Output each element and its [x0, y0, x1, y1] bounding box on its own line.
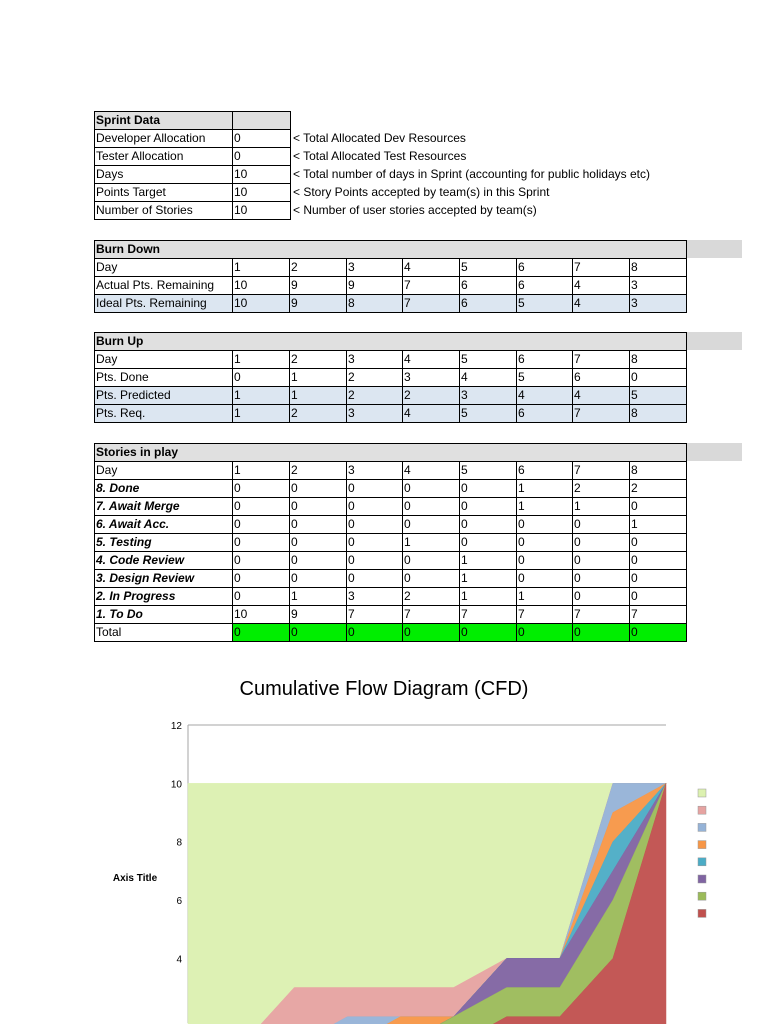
burnup-done-row-cell: 0	[233, 369, 290, 387]
burndown-actual-row-cell: 3	[630, 277, 687, 295]
burndown-actual-row-cell: 4	[573, 277, 630, 295]
stories-state-row-cell: 0	[630, 534, 687, 552]
stories-state-row-cell: 0	[403, 570, 460, 588]
stories-state-row-cell: 0	[347, 552, 403, 570]
burnup-day-row-cell: 2	[290, 351, 347, 369]
burnup-predicted-row-cell: 4	[573, 387, 630, 405]
burndown-day-row-cell: 6	[517, 259, 573, 277]
legend-swatch	[698, 789, 706, 797]
stories-state-row-cell: 0	[290, 552, 347, 570]
burnup-req-row-cell: 6	[517, 405, 573, 423]
burnup-day-row-cell: 4	[403, 351, 460, 369]
stories-state-row-cell: 1	[517, 480, 573, 498]
y-axis-title: Axis Title	[112, 873, 158, 884]
burndown-actual-row-cell: 10	[233, 277, 290, 295]
burndown-ideal-row-cell: 10	[233, 295, 290, 313]
sprint-row-value: 10	[233, 184, 291, 202]
stories-state-row-cell: 2	[403, 588, 460, 606]
burnup-req-row-cell: 4	[403, 405, 460, 423]
stories-title: Stories in play	[95, 444, 687, 462]
stories-state-row-cell: 1	[573, 498, 630, 516]
stories-state-row-cell: 0	[233, 498, 290, 516]
burnup-predicted-row-cell: 2	[403, 387, 460, 405]
stories-state-row-cell: 2	[573, 480, 630, 498]
stories-state-row-label: 6. Await Acc.	[95, 516, 233, 534]
stories-state-row-label: 3. Design Review	[95, 570, 233, 588]
stories-state-row-cell: 0	[460, 498, 517, 516]
burnup-title: Burn Up	[95, 333, 687, 351]
legend-swatch	[698, 909, 706, 917]
sprint-data-title: Sprint Data	[95, 112, 233, 130]
stories-state-row-cell: 0	[630, 552, 687, 570]
sprint-row-note: < Total Allocated Dev Resources	[293, 131, 466, 145]
burndown-ideal-row-cell: 3	[630, 295, 687, 313]
y-tick-label: 10	[170, 779, 182, 791]
stories-day-row-cell: 6	[517, 462, 573, 480]
burndown-actual-row-cell: 6	[517, 277, 573, 295]
stories-state-row-cell: 7	[517, 606, 573, 624]
stories-state-row-label: 1. To Do	[95, 606, 233, 624]
burndown-actual-row-cell: 9	[347, 277, 403, 295]
burndown-day-row-cell: 3	[347, 259, 403, 277]
stories-state-row-cell: 0	[630, 570, 687, 588]
stories-state-row-cell: 0	[233, 588, 290, 606]
legend-swatch	[698, 892, 706, 900]
stories-state-row-cell: 1	[460, 570, 517, 588]
burndown-actual-row-cell: 9	[290, 277, 347, 295]
y-tick-label: 4	[176, 954, 182, 966]
stories-state-row-cell: 7	[403, 606, 460, 624]
burndown-day-row-cell: 7	[573, 259, 630, 277]
stories-state-row-cell: 0	[347, 498, 403, 516]
stories-state-row-label: 7. Await Merge	[95, 498, 233, 516]
burndown-ideal-row-cell: 7	[403, 295, 460, 313]
stories-state-row-cell: 7	[460, 606, 517, 624]
stories-state-row-cell: 7	[630, 606, 687, 624]
stories-day-row-cell: 5	[460, 462, 517, 480]
y-tick-label: 8	[176, 837, 182, 849]
burndown-ideal-row-label: Ideal Pts. Remaining	[95, 295, 233, 313]
stories-total-row-cell: 0	[290, 624, 347, 642]
stories-state-row-label: 4. Code Review	[95, 552, 233, 570]
burndown-ideal-row-cell: 4	[573, 295, 630, 313]
burndown-day-row-cell: 1	[233, 259, 290, 277]
burnup-predicted-row-cell: 1	[233, 387, 290, 405]
burnup-done-row-label: Pts. Done	[95, 369, 233, 387]
stories-state-row-cell: 0	[403, 480, 460, 498]
burnup-done-row-cell: 3	[403, 369, 460, 387]
stories-state-row-cell: 9	[290, 606, 347, 624]
stories-state-row-cell: 0	[233, 480, 290, 498]
legend-swatch	[698, 875, 706, 883]
burndown-actual-row-cell: 6	[460, 277, 517, 295]
stories-state-row-cell: 0	[517, 552, 573, 570]
sprint-row-note: < Total Allocated Test Resources	[293, 149, 467, 163]
stories-state-row-cell: 0	[403, 552, 460, 570]
y-tick-label: 12	[170, 721, 182, 732]
stories-state-row-cell: 1	[460, 552, 517, 570]
stories-state-row-cell: 7	[573, 606, 630, 624]
burndown-title: Burn Down	[95, 241, 687, 259]
stories-total-row-cell: 0	[630, 624, 687, 642]
stories-state-row-cell: 1	[517, 588, 573, 606]
burndown-ideal-row-cell: 8	[347, 295, 403, 313]
burnup-day-row-cell: 3	[347, 351, 403, 369]
burnup-predicted-row-label: Pts. Predicted	[95, 387, 233, 405]
stories-state-row-cell: 0	[347, 534, 403, 552]
stories-state-row-cell: 0	[290, 480, 347, 498]
burnup-req-row-cell: 3	[347, 405, 403, 423]
stories-state-row-cell: 1	[290, 588, 347, 606]
burnup-day-row-cell: 6	[517, 351, 573, 369]
burnup-predicted-row-cell: 2	[347, 387, 403, 405]
stories-state-row-cell: 2	[630, 480, 687, 498]
sprint-row-label: Tester Allocation	[95, 148, 233, 166]
sprint-row-label: Developer Allocation	[95, 130, 233, 148]
y-tick-label: 6	[176, 896, 182, 907]
burnup-predicted-row-cell: 1	[290, 387, 347, 405]
legend-swatch	[698, 823, 706, 831]
sprint-row-note: < Number of user stories accepted by team(s)	[293, 203, 537, 217]
burndown-ideal-row-cell: 5	[517, 295, 573, 313]
stories-state-row-cell: 0	[460, 480, 517, 498]
stories-total-row-cell: 0	[517, 624, 573, 642]
stories-state-row-label: 2. In Progress	[95, 588, 233, 606]
burndown-day-row-cell: 4	[403, 259, 460, 277]
burnup-done-row-cell: 1	[290, 369, 347, 387]
stories-state-row-cell: 0	[347, 480, 403, 498]
legend-swatch	[698, 858, 706, 866]
stories-total-row-cell: 0	[460, 624, 517, 642]
sprint-row-value: 10	[233, 166, 291, 184]
stories-state-row-cell: 10	[233, 606, 290, 624]
stories-state-row-cell: 1	[517, 498, 573, 516]
burndown-ideal-row-cell: 6	[460, 295, 517, 313]
sprint-row-value: 0	[233, 148, 291, 166]
burnup-req-row-cell: 5	[460, 405, 517, 423]
burnup-day-row-label: Day	[95, 351, 233, 369]
stories-state-row-cell: 0	[233, 552, 290, 570]
stories-state-row-cell: 0	[573, 570, 630, 588]
stories-state-row-cell: 1	[630, 516, 687, 534]
stories-state-row-cell: 0	[517, 516, 573, 534]
stories-state-row-cell: 0	[403, 498, 460, 516]
stories-total-row-cell: 0	[233, 624, 290, 642]
stories-total-row-cell: 0	[347, 624, 403, 642]
stories-total-row-cell: 0	[573, 624, 630, 642]
burnup-day-row-cell: 5	[460, 351, 517, 369]
stories-day-row-cell: 7	[573, 462, 630, 480]
burnup-day-row-cell: 7	[573, 351, 630, 369]
stories-state-row-cell: 0	[290, 570, 347, 588]
stories-state-row-cell: 0	[290, 516, 347, 534]
stories-state-row-cell: 0	[573, 516, 630, 534]
stories-day-row-cell: 1	[233, 462, 290, 480]
stories-state-row-cell: 0	[347, 516, 403, 534]
stories-state-row-cell: 0	[233, 516, 290, 534]
burndown-actual-row-cell: 7	[403, 277, 460, 295]
burnup-req-row-cell: 2	[290, 405, 347, 423]
stories-state-row-cell: 0	[630, 498, 687, 516]
stories-total-row-label: Total	[95, 624, 233, 642]
stories-state-row-cell: 0	[460, 516, 517, 534]
burndown-ideal-row-cell: 9	[290, 295, 347, 313]
burnup-predicted-row-cell: 5	[630, 387, 687, 405]
burnup-done-row-cell: 5	[517, 369, 573, 387]
stories-state-row-cell: 3	[347, 588, 403, 606]
stories-state-row-cell: 0	[233, 534, 290, 552]
stories-state-row-cell: 0	[403, 516, 460, 534]
stories-day-row-cell: 3	[347, 462, 403, 480]
burndown-day-row-cell: 8	[630, 259, 687, 277]
legend-swatch	[698, 841, 706, 849]
burnup-predicted-row-cell: 3	[460, 387, 517, 405]
sprint-row-value: 0	[233, 130, 291, 148]
stories-state-row-cell: 0	[573, 534, 630, 552]
burnup-done-row-cell: 0	[630, 369, 687, 387]
stories-state-row-cell: 0	[233, 570, 290, 588]
sprint-row-label: Points Target	[95, 184, 233, 202]
stories-total-row-cell: 0	[403, 624, 460, 642]
stories-state-row-cell: 0	[290, 498, 347, 516]
sprint-row-label: Number of Stories	[95, 202, 233, 220]
stories-state-row-cell: 1	[460, 588, 517, 606]
stories-state-row-cell: 0	[517, 570, 573, 588]
burnup-day-row-cell: 8	[630, 351, 687, 369]
stories-state-row-cell: 0	[573, 588, 630, 606]
legend-swatch	[698, 806, 706, 814]
burndown-day-row-cell: 2	[290, 259, 347, 277]
burndown-day-row-cell: 5	[460, 259, 517, 277]
burnup-req-row-cell: 1	[233, 405, 290, 423]
burnup-req-row-label: Pts. Req.	[95, 405, 233, 423]
sprint-row-note: < Story Points accepted by team(s) in this Sprint	[293, 185, 550, 199]
stories-state-row-cell: 0	[630, 588, 687, 606]
burnup-req-row-cell: 8	[630, 405, 687, 423]
stories-state-row-cell: 0	[290, 534, 347, 552]
stories-state-row-cell: 7	[347, 606, 403, 624]
sprint-row-label: Days	[95, 166, 233, 184]
burnup-day-row-cell: 1	[233, 351, 290, 369]
stories-state-row-cell: 0	[347, 570, 403, 588]
burnup-done-row-cell: 4	[460, 369, 517, 387]
chart-title: Cumulative Flow Diagram (CFD)	[239, 678, 529, 700]
stories-state-row-cell: 0	[573, 552, 630, 570]
sprint-row-note: < Total number of days in Sprint (accounting for public holidays etc)	[293, 167, 650, 181]
stories-state-row-cell: 0	[460, 534, 517, 552]
stories-state-row-label: 8. Done	[95, 480, 233, 498]
stories-state-row-label: 5. Testing	[95, 534, 233, 552]
stories-day-row-cell: 2	[290, 462, 347, 480]
burnup-done-row-cell: 2	[347, 369, 403, 387]
burndown-day-row-label: Day	[95, 259, 233, 277]
stories-day-row-cell: 4	[403, 462, 460, 480]
sprint-row-value: 10	[233, 202, 291, 220]
stories-state-row-cell: 1	[403, 534, 460, 552]
burnup-req-row-cell: 7	[573, 405, 630, 423]
burnup-predicted-row-cell: 4	[517, 387, 573, 405]
stories-state-row-cell: 0	[517, 534, 573, 552]
burnup-done-row-cell: 6	[573, 369, 630, 387]
stories-day-row-cell: 8	[630, 462, 687, 480]
stories-day-row-label: Day	[95, 462, 233, 480]
burndown-actual-row-label: Actual Pts. Remaining	[95, 277, 233, 295]
